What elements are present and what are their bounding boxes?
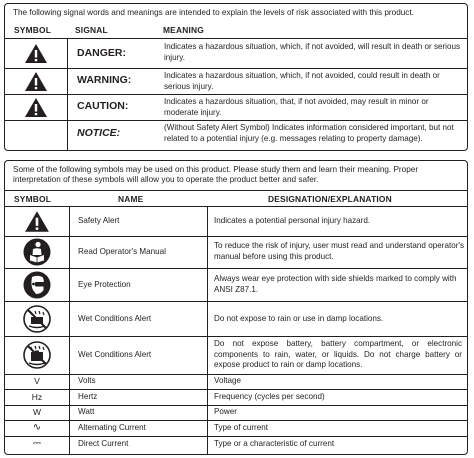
signal-words-table (4, 3, 468, 151)
divider (69, 206, 70, 454)
symbol-desc-safety-alert: Indicates a potential personal injury hazard. (214, 216, 371, 225)
divider (5, 190, 467, 191)
hertz-symbol: Hz (31, 392, 43, 402)
divider (5, 405, 467, 406)
signal-intro: The following signal words and meanings are intended to explain the levels of risk associated with this product. (13, 8, 414, 17)
signal-word-danger: DANGER: (77, 47, 126, 59)
divider (67, 38, 68, 150)
alternating-current-icon: ∿ (32, 422, 42, 433)
symbols-header-symbol: SYMBOL (14, 194, 52, 204)
symbol-desc-eye-protection: Always wear eye protection with side shields marked to comply with ANSI Z87.1. (214, 274, 457, 294)
divider (5, 436, 467, 437)
symbol-desc-read-manual: To reduce the risk of injury, user must read and understand operator's manual before using this product. (214, 241, 464, 261)
signal-word-notice: NOTICE: (77, 127, 121, 139)
divider (5, 206, 467, 207)
signal-meaning-caution: Indicates a hazardous situation, that, if not avoided, may result in minor or moderate injury. (164, 97, 429, 117)
symbol-desc-watt: Power (214, 407, 237, 416)
symbol-desc-volts: Voltage (214, 376, 242, 385)
eye-protection-icon (23, 271, 51, 299)
symbol-name-hertz: Hertz (78, 392, 98, 401)
volts-symbol: V (34, 376, 40, 386)
divider (5, 38, 467, 39)
symbol-name-wet-conditions: Wet Conditions Alert (78, 314, 152, 323)
symbol-name-eye-protection: Eye Protection (78, 280, 131, 289)
warning-triangle-icon (24, 71, 48, 92)
signal-meaning-warning: Indicates a hazardous situation, which, if not avoided, could result in death or serious injury. (164, 71, 440, 91)
warning-triangle-icon (24, 97, 48, 118)
symbols-intro: Some of the following symbols may be used on this product. Please study them and learn their meaning. Proper interpretation of these symbols will allow you to operate the product better and safer. (13, 165, 419, 184)
warning-triangle-icon (24, 43, 48, 64)
symbol-name-wet-conditions-battery: Wet Conditions Alert (78, 350, 152, 359)
direct-current-icon: ⎓ (33, 438, 41, 449)
divider (5, 94, 467, 95)
signal-header-signal: SIGNAL (75, 25, 108, 35)
safety-alert-icon (24, 210, 50, 233)
wet-conditions-icon (23, 305, 51, 333)
signal-header-meaning: MEANING (163, 25, 204, 35)
symbol-name-read-manual: Read Operator's Manual (78, 247, 166, 256)
divider (5, 236, 467, 237)
divider (207, 206, 208, 454)
divider (5, 336, 467, 337)
symbol-name-volts: Volts (78, 376, 96, 385)
read-manual-icon (23, 238, 51, 266)
symbol-name-direct-current: Direct Current (78, 439, 129, 448)
symbol-name-alternating-current: Alternating Current (78, 423, 146, 432)
signal-meaning-danger: Indicates a hazardous situation, which, if not avoided, will result in death or serious injury. (164, 42, 461, 62)
symbol-desc-direct-current: Type or a characteristic of current (214, 439, 335, 448)
symbol-desc-hertz: Frequency (cycles per second) (214, 392, 325, 401)
divider (5, 389, 467, 390)
signal-word-warning: WARNING: (77, 74, 132, 86)
divider (5, 374, 467, 375)
symbols-header-name: NAME (118, 194, 144, 204)
symbols-table (4, 160, 468, 455)
symbol-desc-wet-conditions-battery: Do not expose battery, battery compartment, or electronic components to rain, water, or liquids. Do not charge battery or expose product to rain or damp locations. (214, 339, 462, 369)
symbol-name-safety-alert: Safety Alert (78, 216, 120, 225)
symbols-header-designation: DESIGNATION/EXPLANATION (268, 194, 392, 204)
signal-meaning-notice: (Without Safety Alert Symbol) Indicates information considered important, but not related to a potential injury (e.g. messages relating to property damage). (164, 123, 454, 143)
symbol-desc-alternating-current: Type of current (214, 423, 268, 432)
symbol-desc-wet-conditions: Do not expose to rain or use in damp locations. (214, 314, 384, 323)
divider (5, 68, 467, 69)
signal-word-caution: CAUTION: (77, 100, 129, 112)
divider (5, 268, 467, 269)
divider (5, 301, 467, 302)
signal-header-symbol: SYMBOL (14, 25, 52, 35)
divider (5, 120, 467, 121)
watt-symbol: W (32, 407, 42, 417)
symbol-name-watt: Watt (78, 407, 95, 416)
wet-conditions-battery-icon (23, 341, 51, 369)
divider (5, 420, 467, 421)
